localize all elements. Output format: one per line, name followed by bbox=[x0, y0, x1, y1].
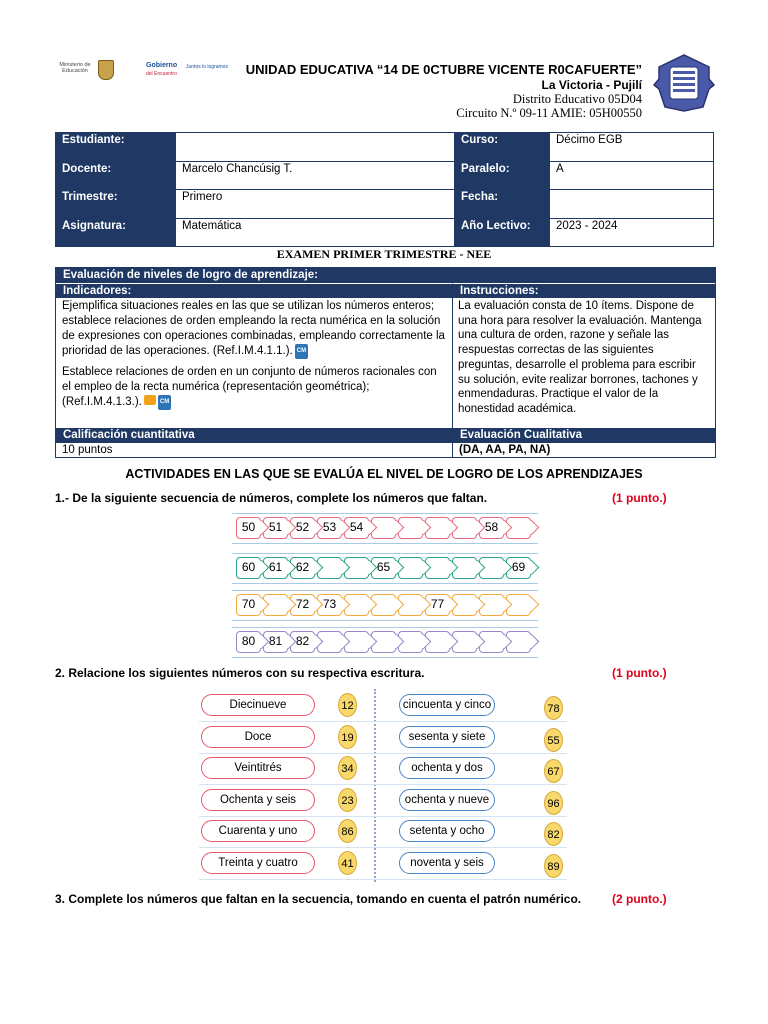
cualitativa-value: (DA, AA, PA, NA) bbox=[459, 444, 551, 456]
school-district: Distrito Educativo 05D04 bbox=[512, 92, 642, 106]
lectivo-value: 2023 - 2024 bbox=[550, 218, 714, 247]
sequence-number: 82 bbox=[290, 631, 315, 653]
gobierno-logo bbox=[146, 62, 177, 78]
right-word[interactable]: ochenta y dos bbox=[399, 757, 495, 779]
sequence-number: 65 bbox=[371, 557, 396, 579]
matching-exercise bbox=[199, 689, 567, 882]
paralelo-value: A bbox=[550, 161, 714, 190]
trimestre-label: Trimestre: bbox=[56, 190, 176, 219]
trimestre-value: Primero bbox=[176, 190, 455, 219]
curso-label: Curso: bbox=[455, 133, 550, 162]
strip-guide-line bbox=[232, 657, 538, 658]
indicador-2: Establece relaciones de orden en un conjunto de números racionales con el empleo de la recta numérica (representación geométrica); (Ref.I.M.4.1.3.). bbox=[62, 366, 437, 408]
right-word[interactable]: sesenta y siete bbox=[399, 726, 495, 748]
left-word[interactable]: Doce bbox=[201, 726, 315, 748]
instrucciones-text: La evaluación consta de 10 ítems. Dispone de una hora para resolver la evaluación. Mantenga una cultura de orden, razone y señale las respuestas correctas de las siguientes preguntas, desarrolle el problema para escribir su solución, evite realizar borrones, tachones y enmendaduras. Practique el valor de la honestidad académica. bbox=[458, 300, 702, 415]
indicadores-label: Indicadores: bbox=[56, 283, 453, 298]
right-number[interactable]: 89 bbox=[544, 854, 563, 878]
sequence-number: 73 bbox=[317, 594, 342, 616]
indicador-1: Ejemplifica situaciones reales en las que se utilizan los números enteros; establece relaciones de orden empleando la recta numérica en la solución de expresiones con operaciones combinadas, empleando correctamente la prioridad de las operaciones. (Ref.I.M.4.1.1.). bbox=[62, 300, 445, 357]
sequence-number: 80 bbox=[236, 631, 261, 653]
school-circuit: Circuito N.º 09-11 AMIE: 05H00550 bbox=[456, 106, 642, 120]
left-number[interactable]: 41 bbox=[338, 851, 357, 875]
sequence-number: 52 bbox=[290, 517, 315, 539]
cm-icon: CM bbox=[158, 395, 171, 410]
sequence-number: 81 bbox=[263, 631, 288, 653]
gobierno-logo-sub: del Encuentro bbox=[146, 71, 177, 77]
number-sequences bbox=[232, 510, 538, 658]
school-crest-icon bbox=[653, 53, 715, 113]
sequence-number: 58 bbox=[479, 517, 504, 539]
estudiante-field[interactable] bbox=[176, 133, 455, 162]
left-number[interactable]: 12 bbox=[338, 693, 357, 717]
row-guide-line bbox=[199, 847, 567, 848]
instrucciones-label: Instrucciones: bbox=[453, 283, 715, 298]
left-word[interactable]: Diecinueve bbox=[201, 694, 315, 716]
estudiante-label: Estudiante: bbox=[56, 133, 176, 162]
left-number[interactable]: 34 bbox=[338, 756, 357, 780]
row-guide-line bbox=[199, 879, 567, 880]
gobierno-logo-text: Gobierno bbox=[146, 62, 178, 69]
computer-icon bbox=[144, 395, 156, 405]
cuantitativa-value: 10 puntos bbox=[56, 443, 453, 457]
right-word[interactable]: ochenta y nueve bbox=[399, 789, 495, 811]
question-1: 1.- De la siguiente secuencia de números, complete los números que faltan. bbox=[55, 491, 488, 505]
sequence-number: 61 bbox=[263, 557, 288, 579]
docente-value: Marcelo Chancúsig T. bbox=[176, 161, 455, 190]
fecha-field[interactable] bbox=[550, 190, 714, 219]
evaluation-table bbox=[55, 267, 716, 458]
strip-guide-line bbox=[232, 513, 538, 514]
question-2: 2. Relacione los siguientes números con su respectiva escritura. bbox=[55, 666, 425, 680]
school-location: La Victoria - Pujilí bbox=[541, 78, 642, 92]
sequence-number: 53 bbox=[317, 517, 342, 539]
cm-icon: CM bbox=[295, 344, 308, 359]
fecha-label: Fecha: bbox=[455, 190, 550, 219]
right-number[interactable]: 82 bbox=[544, 822, 563, 846]
header-logos bbox=[58, 60, 228, 86]
sequence-number: 69 bbox=[506, 557, 531, 579]
exam-title: EXAMEN PRIMER TRIMESTRE - NEE bbox=[276, 247, 492, 261]
indicadores-text bbox=[56, 298, 453, 428]
left-number[interactable]: 19 bbox=[338, 725, 357, 749]
left-number[interactable]: 23 bbox=[338, 788, 357, 812]
left-number[interactable]: 86 bbox=[338, 819, 357, 843]
sequence-number: 60 bbox=[236, 557, 261, 579]
curso-value: Décimo EGB bbox=[550, 133, 714, 162]
left-word[interactable]: Cuarenta y uno bbox=[201, 820, 315, 842]
student-info-table bbox=[55, 132, 714, 247]
strip-guide-line bbox=[232, 553, 538, 554]
asignatura-label: Asignatura: bbox=[56, 218, 176, 247]
ecuador-coat-of-arms-icon bbox=[98, 60, 114, 80]
sequence-number: 77 bbox=[425, 594, 450, 616]
question-2-points: (1 punto.) bbox=[612, 666, 667, 680]
left-word[interactable]: Treinta y cuatro bbox=[201, 852, 315, 874]
strip-guide-line bbox=[232, 627, 538, 628]
divider-dotted bbox=[374, 689, 377, 882]
sequence-number: 70 bbox=[236, 594, 261, 616]
paralelo-label: Paralelo: bbox=[455, 161, 550, 190]
question-1-points: (1 punto.) bbox=[612, 491, 667, 505]
docente-label: Docente: bbox=[56, 161, 176, 190]
cualitativa-label: Evaluación Cualitativa bbox=[453, 428, 715, 443]
right-word[interactable]: setenta y ocho bbox=[399, 820, 495, 842]
sequence-number: 51 bbox=[263, 517, 288, 539]
row-guide-line bbox=[199, 784, 567, 785]
right-number[interactable]: 78 bbox=[544, 696, 563, 720]
row-guide-line bbox=[199, 721, 567, 722]
right-number[interactable]: 67 bbox=[544, 759, 563, 783]
sequence-number: 54 bbox=[344, 517, 369, 539]
row-guide-line bbox=[199, 816, 567, 817]
asignatura-value: Matemática bbox=[176, 218, 455, 247]
sequence-number: 72 bbox=[290, 594, 315, 616]
left-word[interactable]: Ochenta y seis bbox=[201, 789, 315, 811]
sequence-number: 62 bbox=[290, 557, 315, 579]
ministerio-logo: Ministerio de Educación bbox=[59, 62, 91, 74]
lectivo-label: Año Lectivo: bbox=[455, 218, 550, 247]
juntos-logo: Juntos lo logramos bbox=[186, 64, 228, 70]
strip-guide-line bbox=[232, 543, 538, 544]
question-3: 3. Complete los números que faltan en la secuencia, tomando en cuenta el patrón numérico. bbox=[55, 892, 582, 906]
left-word[interactable]: Veintitrés bbox=[201, 757, 315, 779]
evaluation-band-title: Evaluación de niveles de logro de aprendizaje: bbox=[56, 268, 715, 283]
right-number[interactable]: 55 bbox=[544, 728, 563, 752]
activities-title: ACTIVIDADES EN LAS QUE SE EVALÚA EL NIVEL DE LOGRO DE LOS APRENDIZAJES bbox=[125, 467, 643, 481]
question-3-points: (2 punto.) bbox=[612, 892, 667, 906]
cuantitativa-label: Calificación cuantitativa bbox=[56, 428, 453, 443]
strip-guide-line bbox=[232, 590, 538, 591]
strip-guide-line bbox=[232, 620, 538, 621]
sequence-number: 50 bbox=[236, 517, 261, 539]
row-guide-line bbox=[199, 753, 567, 754]
right-word[interactable]: cincuenta y cinco bbox=[399, 694, 495, 716]
strip-guide-line bbox=[232, 583, 538, 584]
school-name: UNIDAD EDUCATIVA “14 DE 0CTUBRE VICENTE R0CAFUERTE” bbox=[245, 62, 642, 77]
right-number[interactable]: 96 bbox=[544, 791, 563, 815]
right-word[interactable]: noventa y seis bbox=[399, 852, 495, 874]
